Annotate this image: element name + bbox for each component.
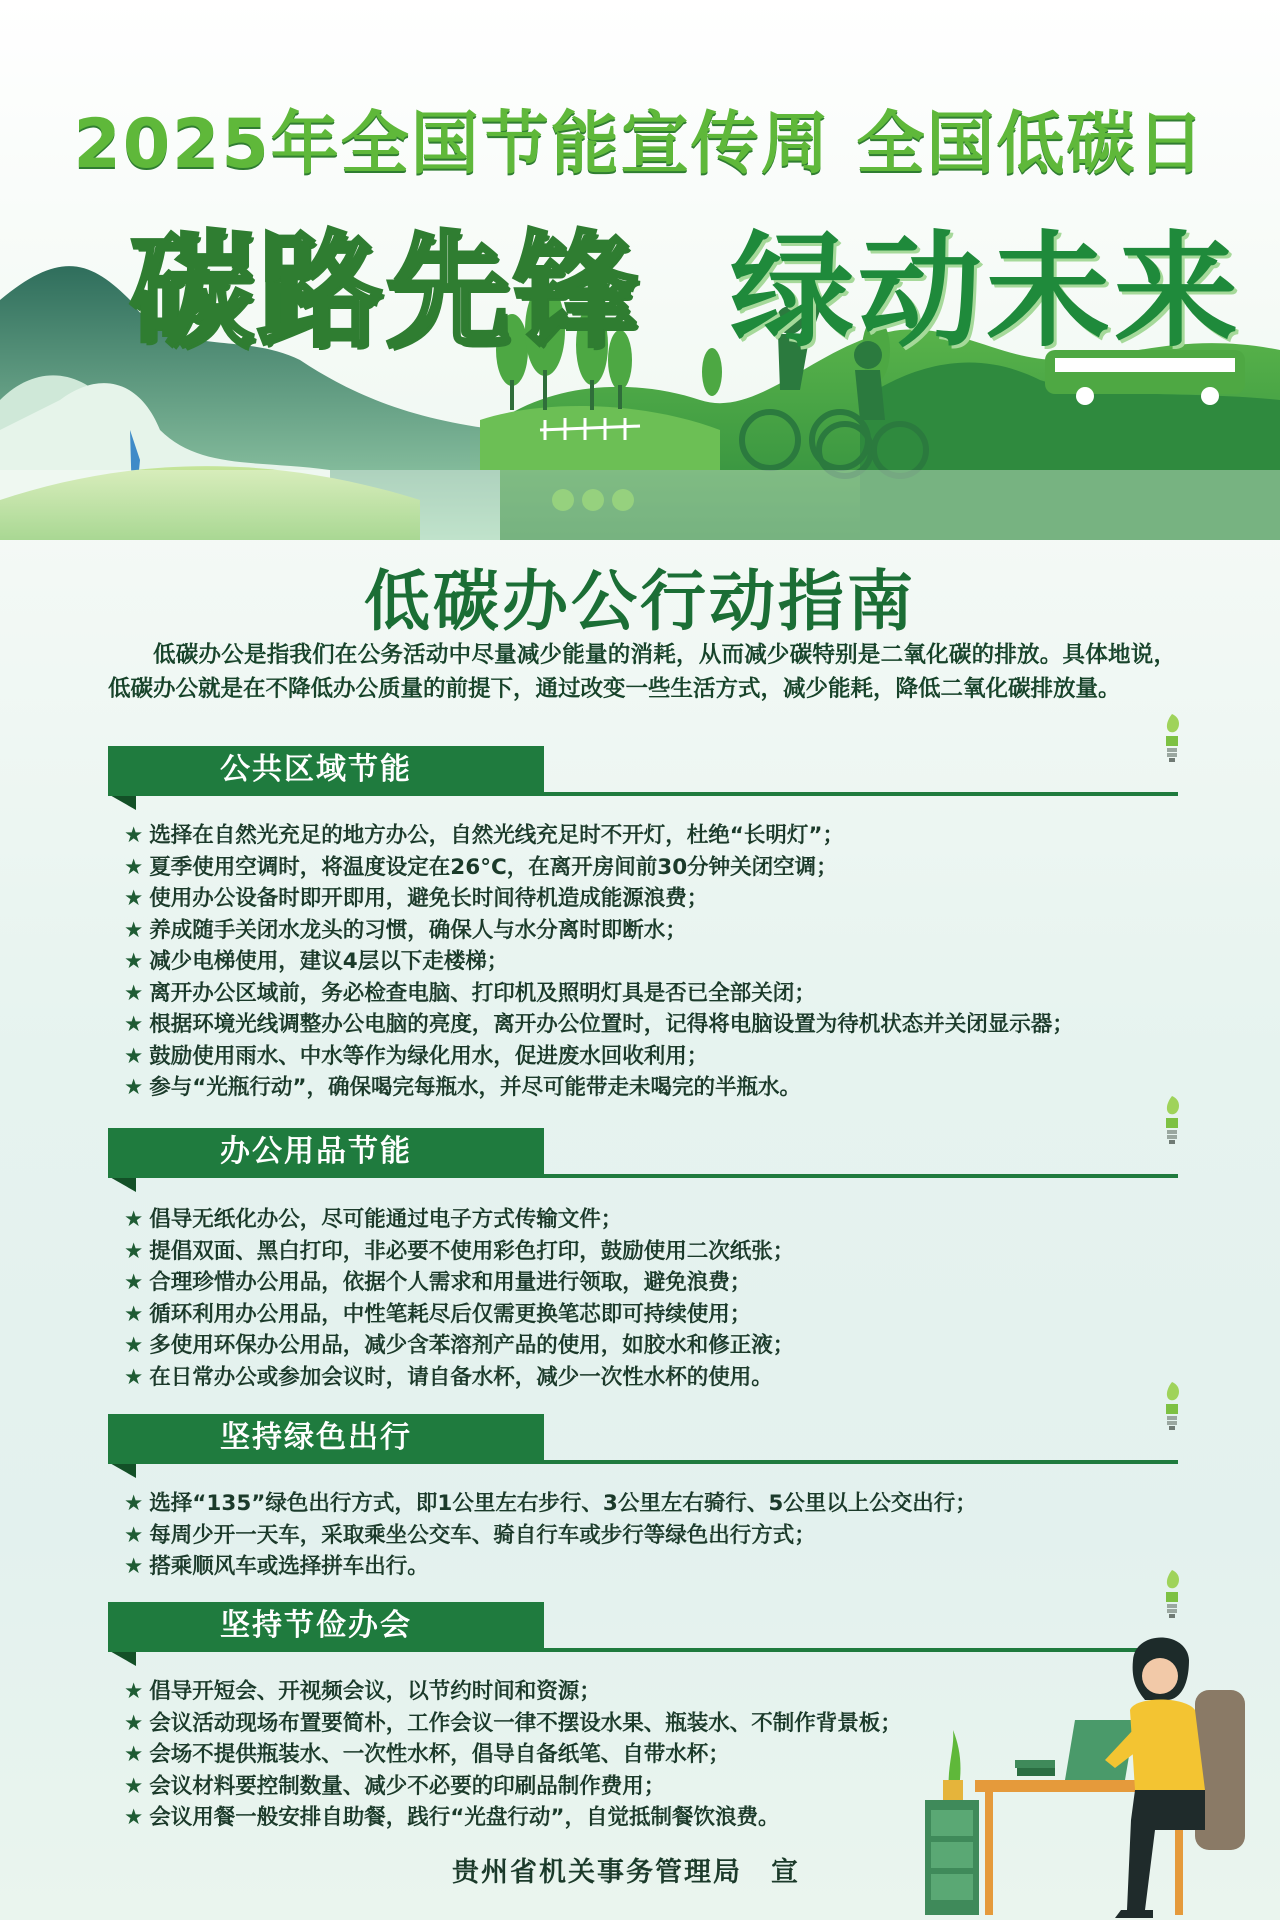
star-icon: ★ (124, 1554, 144, 1579)
section-list-office-supplies (124, 1204, 1194, 1393)
guide-title: 低碳办公行动指南 (364, 563, 916, 640)
list-item: ★ 根据环境光线调整办公电脑的亮度，离开办公位置时，记得将电脑设置为待机状态并关闭显示器； (124, 1012, 1074, 1037)
list-item: ★ 在日常办公或参加会议时，请自备水杯，减少一次性水杯的使用。 (124, 1364, 773, 1390)
list-item: ★ 会议材料要控制数量、减少不必要的印刷品制作费用； (124, 1773, 666, 1799)
intro-paragraph: 低碳办公是指我们在公务活动中尽量减少能量的消耗，从而减少碳特别是二氧化碳的排放。具体地说，低碳办公就是在不降低办公质量的前提下，通过改变一些生活方式，减少能耗，降低二氧化碳排放量。 (108, 642, 1176, 702)
star-icon: ★ (124, 980, 144, 1006)
list-item: ★ 使用办公设备时即开即用，避免长时间待机造成能源浪费； (124, 886, 709, 911)
list-item: ★ 倡导开短会、开视频会议，以节约时间和资源； (124, 1679, 601, 1704)
footer-publisher: 贵州省机关事务管理局 宣 (452, 1857, 800, 1888)
lightbulb-icon (1156, 1092, 1188, 1148)
section-list-public-area (124, 820, 1194, 1104)
list-item: ★ 鼓励使用雨水、中水等作为绿化用水，促进废水回收利用； (124, 1043, 709, 1069)
list-item: ★ 会议活动现场布置要简朴，工作会议一律不摆设水果、瓶装水、不制作背景板； (124, 1710, 902, 1736)
list-item: ★ 合理珍惜办公用品，依据个人需求和用量进行领取，避免浪费； (124, 1270, 752, 1295)
star-icon: ★ (124, 1742, 144, 1767)
slogan-left: 碳路先锋 (130, 220, 643, 364)
star-icon: ★ (124, 1238, 144, 1264)
section-title: 坚持节俭办会 (220, 1608, 412, 1643)
slogan-right: 绿动未来 (730, 220, 1243, 364)
star-icon: ★ (124, 1043, 144, 1069)
list-item: ★ 提倡双面、黑白打印，非必要不使用彩色打印，鼓励使用二次纸张； (124, 1238, 795, 1264)
section-header-green-travel (108, 1414, 1178, 1470)
star-icon: ★ (124, 823, 144, 848)
star-icon: ★ (124, 1491, 144, 1516)
list-item: ★ 循环利用办公用品，中性笔耗尽后仅需更换笔芯即可持续使用； (124, 1301, 752, 1327)
list-item: ★ 搭乘顺风车或选择拼车出行。 (124, 1554, 429, 1579)
star-icon: ★ (124, 1805, 144, 1830)
section-divider (108, 1174, 1178, 1178)
top-title: 2025年全国节能宣传周 全国低碳日 (73, 105, 1207, 184)
star-icon: ★ (124, 1773, 144, 1799)
list-item: ★ 会场不提供瓶装水、一次性水杯，倡导自备纸笔、自带水杯； (124, 1742, 730, 1767)
list-item: ★ 夏季使用空调时，将温度设定在26°C，在离开房间前30分钟关闭空调； (124, 854, 838, 880)
section-divider (108, 1460, 1178, 1464)
office-worker-illustration (905, 1630, 1275, 1920)
list-item: ★ 选择“135”绿色出行方式，即1公里左右步行、3公里左右骑行、5公里以上公交出行； (124, 1491, 977, 1516)
section-header-office-supplies (108, 1128, 1178, 1184)
star-icon: ★ (124, 886, 144, 911)
section-divider (108, 792, 1178, 796)
section-title: 公共区域节能 (220, 752, 412, 787)
section-title: 坚持绿色出行 (220, 1420, 412, 1455)
lightbulb-icon (1156, 710, 1188, 766)
list-item: ★ 减少电梯使用，建议4层以下走楼梯； (124, 949, 509, 974)
star-icon: ★ (124, 1075, 144, 1100)
list-item: ★ 会议用餐一般安排自助餐，践行“光盘行动”，自觉抵制餐饮浪费。 (124, 1805, 780, 1830)
star-icon: ★ (124, 1522, 144, 1548)
list-item: ★ 选择在自然光充足的地方办公，自然光线充足时不开灯，杜绝“长明灯”； (124, 823, 845, 848)
list-item: ★ 养成随手关闭水龙头的习惯，确保人与水分离时即断水； (124, 917, 687, 943)
list-item: ★ 离开办公区域前，务必检查电脑、打印机及照明灯具是否已全部关闭； (124, 980, 816, 1006)
star-icon: ★ (124, 917, 144, 943)
star-icon: ★ (124, 1364, 144, 1390)
hero-banner (0, 0, 1280, 540)
star-icon: ★ (124, 1270, 144, 1295)
section-title: 办公用品节能 (220, 1134, 412, 1169)
lightbulb-icon (1156, 1566, 1188, 1622)
star-icon: ★ (124, 1710, 144, 1736)
star-icon: ★ (124, 1301, 144, 1327)
star-icon: ★ (124, 1207, 144, 1232)
list-item: ★ 多使用环保办公用品，减少含苯溶剂产品的使用，如胶水和修正液； (124, 1333, 795, 1358)
list-item: ★ 参与“光瓶行动”，确保喝完每瓶水，并尽可能带走未喝完的半瓶水。 (124, 1075, 802, 1100)
list-item: ★ 每周少开一天车，采取乘坐公交车、骑自行车或步行等绿色出行方式； (124, 1522, 816, 1548)
star-icon: ★ (124, 1012, 144, 1037)
lightbulb-icon (1156, 1378, 1188, 1434)
star-icon: ★ (124, 854, 144, 880)
section-header-public-area (108, 746, 1178, 802)
section-list-green-travel (124, 1488, 1194, 1583)
list-item: ★ 倡导无纸化办公，尽可能通过电子方式传输文件； (124, 1207, 623, 1232)
star-icon: ★ (124, 1679, 144, 1704)
star-icon: ★ (124, 1333, 144, 1358)
star-icon: ★ (124, 949, 144, 974)
